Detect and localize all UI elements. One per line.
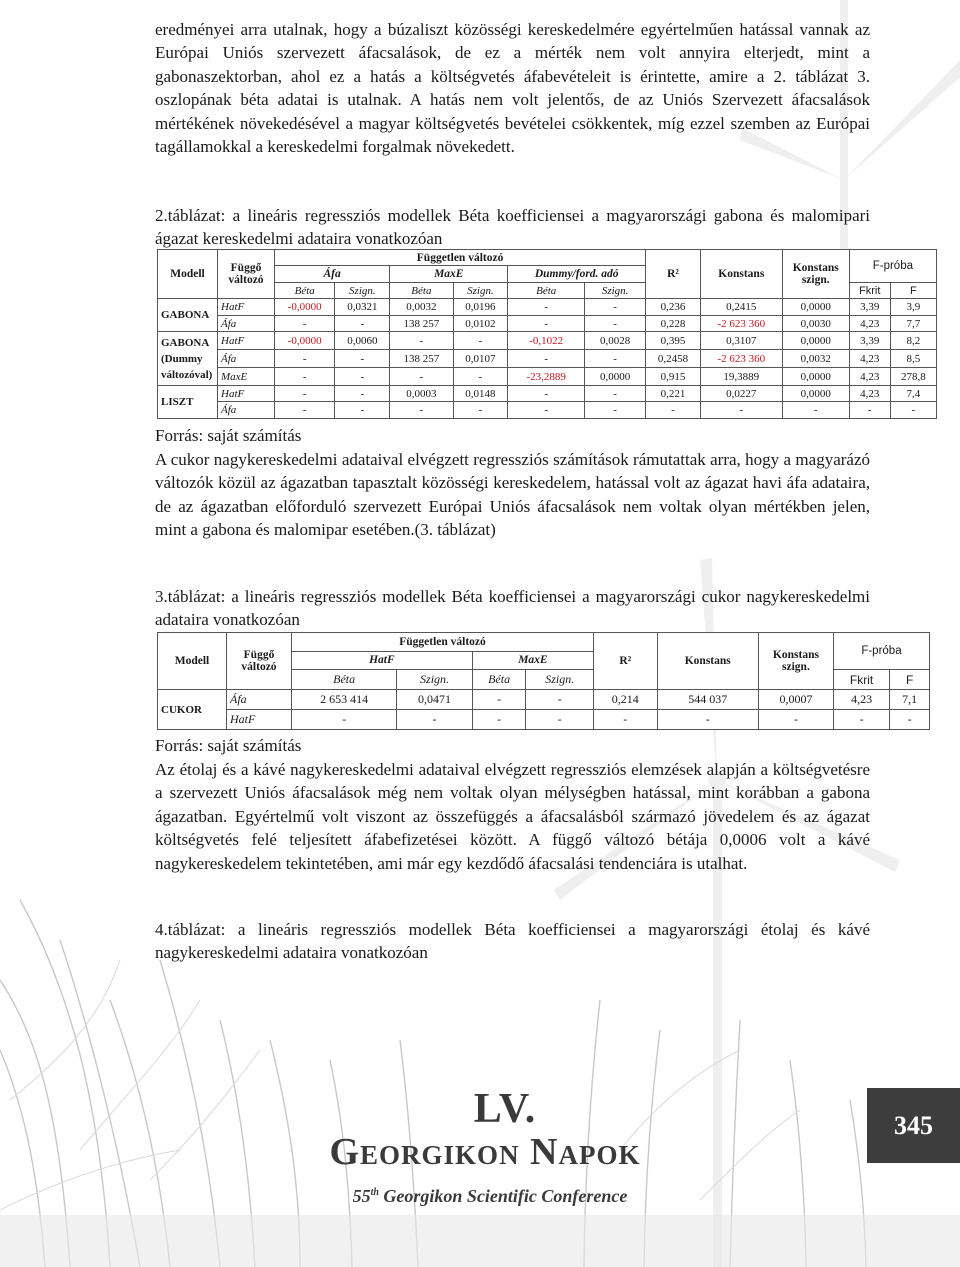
table2-cell: - (275, 350, 335, 368)
table3-header-szign: Szign. (397, 670, 472, 690)
table2-cell: 0,3107 (700, 332, 782, 350)
table3-header-fuggo: Függő változó (227, 633, 292, 690)
table2-cell: 0,0148 (453, 386, 508, 402)
table2-cell: 0,395 (646, 332, 701, 350)
table2-cell: - (453, 368, 508, 386)
table2-source: Forrás: saját számítás (155, 426, 302, 445)
table2-cell: 0,2415 (700, 299, 782, 315)
table3-header-konstans-szign: Konstans szign. (758, 633, 833, 690)
table3-cell: - (472, 690, 526, 710)
table2-model-liszt: LISZT (158, 386, 218, 419)
paragraph-cukor: A cukor nagykereskedelmi adataival elvégzett regressziós számítások rámutattak arra, hogy a magyarázó változók közül az ágazatban tapasztalt közösségi kereskedelem, hatással volt az ágazat havi áfa adataira, de az ágazatban előforduló szervezett Európai Uniós áfacsalások nem voltak olyan mértékben jelen, mint a gabona és malomipar esetében.(3. táblázat) (155, 450, 870, 540)
table3-source: Forrás: saját számítás (155, 736, 302, 755)
table2-header-szign: Szign. (585, 282, 646, 298)
table3-model-cukor: CUKOR (158, 690, 227, 730)
table2-cell: 8,5 (890, 350, 936, 368)
table3-cell: Áfa (227, 690, 292, 710)
table2-cell: HatF (218, 386, 275, 402)
table2-cell: - (890, 402, 936, 419)
table2-cell: Áfa (218, 402, 275, 419)
table2-cell: 0,221 (646, 386, 701, 402)
table3-cell: - (526, 710, 594, 730)
table2-cell: -2 623 360 (700, 350, 782, 368)
table2-cell: Áfa (218, 315, 275, 331)
table2-cell: 4,23 (849, 315, 890, 331)
table2-cell: 0,0321 (335, 299, 390, 315)
table2-header-fuggo: Függő változó (218, 250, 275, 299)
table3-cell: - (526, 690, 594, 710)
table2-cell: 0,2458 (646, 350, 701, 368)
table2-header-r2: R² (646, 250, 701, 299)
table2-cell: -0,0000 (275, 332, 335, 350)
subtitle-text: Georgikon Scientific Conference (378, 1186, 628, 1206)
paragraph-etolaj-kave: Az étolaj és a kávé nagykereskedelmi adataival elvégzett regressziós elemzések alapján a költségvetésre a szervezett Uniós áfacsalások még nem voltak olyan mélységben hatással, mint korábban a gabona ágazatban. Egyértelmű volt viszont az összefüggés a áfacsalásból származó jövedelem és az ágazat költségvetés felé teljesített áfabefizetései között. A függő változó bétája 0,0006 volt a kávé nagykereskedelem tekintetében, ami már egy kezdődő áfacsalási tendenciára is utalhat. (155, 760, 870, 873)
table2-cell: 7,4 (890, 386, 936, 402)
table2-cell: Áfa (218, 350, 275, 368)
table2-header-fuggetlen: Független változó (275, 250, 646, 266)
table3-cell: - (397, 710, 472, 730)
subtitle-ordinal: th (370, 1187, 379, 1198)
table2-cell: 4,23 (849, 350, 890, 368)
table2-cell: - (585, 386, 646, 402)
table3-header-r2: R² (594, 633, 658, 690)
table2-cell: 19,3889 (700, 368, 782, 386)
table2-cell: - (275, 386, 335, 402)
table2-header-dummy: Dummy/ford. adó (508, 266, 646, 282)
table2-cell: - (335, 402, 390, 419)
table2-cell: -0,1022 (508, 332, 585, 350)
table3-cell: 0,214 (594, 690, 658, 710)
table2-cell: 0,0030 (782, 315, 849, 331)
table2-cell: - (390, 368, 453, 386)
table2-header-szign: Szign. (453, 282, 508, 298)
table2-cell: -0,0000 (275, 299, 335, 315)
table2-cell: - (508, 386, 585, 402)
page-number: 345 (867, 1088, 960, 1163)
table3-cell: 0,0471 (397, 690, 472, 710)
table2-cell: 0,236 (646, 299, 701, 315)
table3-cell: 544 037 (657, 690, 758, 710)
conference-name: Georgikon Napok (329, 1131, 641, 1173)
table3-cell: - (758, 710, 833, 730)
table3-cell: - (292, 710, 397, 730)
table2-cell: 3,9 (890, 299, 936, 315)
table2-cell: 0,228 (646, 315, 701, 331)
conference-edition: LV. (473, 1086, 537, 1132)
table2-cell: - (390, 402, 453, 419)
table2-cell: - (275, 402, 335, 419)
table2-cell: - (508, 299, 585, 315)
table4-caption: 4.táblázat: a lineáris regressziós modellek Béta koefficiensei a magyarországi étolaj és kávé nagykereskedelmi adataira vonatkozóan (155, 920, 870, 962)
table2-cell: -2 623 360 (700, 315, 782, 331)
table2-cell: - (335, 386, 390, 402)
table3-header-hatf: HatF (292, 651, 473, 670)
table2-cell: - (585, 299, 646, 315)
table2-cell: 138 257 (390, 315, 453, 331)
table2-header-maxe: MaxE (390, 266, 508, 282)
table3-header-szign: Szign. (526, 670, 594, 690)
table3-header-modell: Modell (158, 633, 227, 690)
table2-header-konstans: Konstans (700, 250, 782, 299)
table2-header-fproba: F-próba (849, 250, 936, 283)
subtitle-number: 55 (352, 1186, 371, 1206)
table2-cell: 0,0000 (585, 368, 646, 386)
table2-cell: 8,2 (890, 332, 936, 350)
table2-cell: - (782, 402, 849, 419)
table3-cell: - (890, 710, 930, 730)
table2-cell: -23,2889 (508, 368, 585, 386)
table3-header-fuggetlen: Független változó (292, 633, 594, 652)
table2-header-f: F (890, 282, 936, 298)
table2-cell: 0,0000 (782, 368, 849, 386)
table2-cell: HatF (218, 332, 275, 350)
table2-cell: 0,0003 (390, 386, 453, 402)
table2-cell: HatF (218, 299, 275, 315)
table2-cell: - (585, 402, 646, 419)
table2-cell: 0,0032 (782, 350, 849, 368)
paragraph-intro: eredményei arra utalnak, hogy a búzaliszt közösségi kereskedelmére egyértelműen hatással vannak az Európai Uniós szervezett áfacsalások, de ez a mérték nem volt annyira elterjedt, mint a gabonaszektorban, ahol ez a hatás a költségvetés áfabevételeit is érintette, amire a 2. táblázat 3. oszlopának béta adatai is utalnak. A hatás nem volt jelentős, de az Uniós Szervezett áfacsalások mértékének növekedésével a magyar költségvetés bevételei csökkentek, míg ezzel szemben az Európai tagállamokkal a kereskedelmi forgalmak növekedett. (155, 20, 870, 157)
table2-cell: 0,0000 (782, 386, 849, 402)
table2-cell: - (508, 402, 585, 419)
table3-cell: 7,1 (890, 690, 930, 710)
table2-header-beta: Béta (275, 282, 335, 298)
table2-cell: 0,0102 (453, 315, 508, 331)
table2-cell: 0,0000 (782, 299, 849, 315)
table2-cell: - (453, 402, 508, 419)
table3-header-beta: Béta (472, 670, 526, 690)
table2-header-konstans-szign: Konstans szign. (782, 250, 849, 299)
table3-header-f: F (890, 670, 930, 690)
table2-cell: 0,915 (646, 368, 701, 386)
table2-cell: 0,0032 (390, 299, 453, 315)
table2-cell: - (700, 402, 782, 419)
table2-cell: 7,7 (890, 315, 936, 331)
table2-cell: - (849, 402, 890, 419)
table2-cell: - (275, 315, 335, 331)
table2-cell: - (390, 332, 453, 350)
table2-cell: - (335, 350, 390, 368)
table2-cell: - (335, 315, 390, 331)
table3-cell: - (472, 710, 526, 730)
table2-header-szign: Szign. (335, 282, 390, 298)
table3-cell: 4,23 (833, 690, 889, 710)
table2-cell: 0,0107 (453, 350, 508, 368)
table2-cell: 4,23 (849, 386, 890, 402)
table3-cell: - (833, 710, 889, 730)
table2-header-fkrit: Fkrit (849, 282, 890, 298)
table3-caption: 3.táblázat: a lineáris regressziós modellek Béta koefficiensei a magyarországi cukor nagykereskedelmi adataira vonatkozóan (155, 587, 870, 629)
table2-caption: 2.táblázat: a lineáris regressziós modellek Béta koefficiensei a magyarországi gabona és malomipari ágazat kereskedelmi adataira vonatkozóan (155, 206, 870, 248)
table2-header-beta: Béta (390, 282, 453, 298)
table2-model-gabona: GABONA (158, 299, 218, 332)
table2-cell: - (508, 315, 585, 331)
table2-cell: 0,0196 (453, 299, 508, 315)
table2-cell: 3,39 (849, 299, 890, 315)
table3-header-beta: Béta (292, 670, 397, 690)
table2-cell: 138 257 (390, 350, 453, 368)
table3-cell: - (657, 710, 758, 730)
table2-cell: 0,0060 (335, 332, 390, 350)
table2-header-modell: Modell (158, 250, 218, 299)
table2-cell: - (453, 332, 508, 350)
table2-cell: - (585, 315, 646, 331)
table2-cell: 0,0000 (782, 332, 849, 350)
table2-cell: 4,23 (849, 368, 890, 386)
table2-header-afa: Áfa (275, 266, 390, 282)
table2-cell: 0,0227 (700, 386, 782, 402)
table3-cell: 2 653 414 (292, 690, 397, 710)
table2-header-beta: Béta (508, 282, 585, 298)
table-2 (157, 249, 937, 419)
table3-header-fproba: F-próba (833, 633, 929, 670)
table2-model-gabona-dummy: GABONA (Dummy változóval) (158, 332, 218, 386)
table2-cell: 278,8 (890, 368, 936, 386)
table3-header-maxe: MaxE (472, 651, 593, 670)
table3-cell: - (594, 710, 658, 730)
table2-cell: 3,39 (849, 332, 890, 350)
table2-cell: - (585, 350, 646, 368)
table2-cell: - (335, 368, 390, 386)
table3-header-konstans: Konstans (657, 633, 758, 690)
table-3 (157, 632, 930, 730)
table2-cell: 0,0028 (585, 332, 646, 350)
table3-cell: 0,0007 (758, 690, 833, 710)
conference-subtitle (330, 1186, 650, 1207)
table2-cell: - (275, 368, 335, 386)
table2-cell: MaxE (218, 368, 275, 386)
table2-cell: - (508, 350, 585, 368)
table2-cell: - (646, 402, 701, 419)
table3-header-fkrit: Fkrit (833, 670, 889, 690)
table3-cell: HatF (227, 710, 292, 730)
